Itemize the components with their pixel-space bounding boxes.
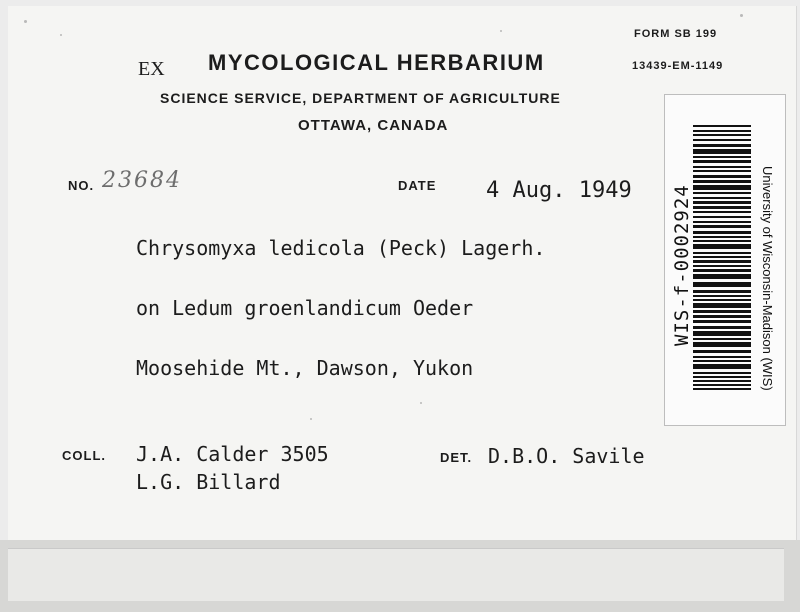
host-plant: on Ledum groenlandicum Oeder [136, 296, 474, 320]
barcode-bar [693, 160, 751, 163]
barcode-bar [693, 299, 751, 301]
paper-speck [24, 20, 27, 23]
number-label: NO. [68, 178, 95, 193]
paper-speck [500, 30, 502, 32]
barcode-bar [693, 274, 751, 279]
barcode-bar [693, 231, 751, 234]
barcode-bar [693, 149, 751, 154]
barcode-bar [693, 170, 751, 172]
paper-speck [60, 34, 62, 36]
barcode-bar [693, 216, 751, 218]
locality: Moosehide Mt., Dawson, Yukon [136, 356, 474, 380]
paper-speck [310, 418, 312, 420]
barcode-sticker [664, 94, 786, 426]
barcode-bar [693, 384, 751, 386]
barcode-bar [693, 192, 751, 194]
barcode-bar [693, 282, 751, 287]
barcode-bar [693, 331, 751, 336]
collector-2: L.G. Billard [136, 470, 281, 494]
collector-1: J.A. Calder 3505 [136, 442, 329, 466]
barcode-bar [693, 260, 751, 263]
barcode-bar [693, 360, 751, 362]
barcode-bar [693, 364, 751, 369]
barcode-icon [693, 125, 751, 395]
barcode-bar [693, 144, 751, 147]
barcode-bar [693, 326, 751, 329]
institution-name: University of Wisconsin-Madison (WIS) [760, 165, 775, 391]
barcode-bar [693, 175, 751, 178]
determiner-label: DET. [440, 450, 473, 465]
barcode-bar [693, 356, 751, 358]
barcode-bar [693, 269, 751, 272]
barcode-bar [693, 244, 751, 249]
barcode-bar [693, 185, 751, 190]
form-code: 13439-EM-1149 [632, 60, 724, 72]
barcode-bar [693, 180, 751, 183]
barcode-bar [693, 134, 751, 136]
barcode-bar [693, 338, 751, 340]
location-line: OTTAWA, CANADA [298, 117, 449, 134]
barcode-bar [693, 320, 751, 323]
barcode-bar [693, 295, 751, 297]
barcode-bar [693, 256, 751, 258]
department-line: SCIENCE SERVICE, DEPARTMENT OF AGRICULTURE [160, 90, 561, 106]
barcode-bar [693, 252, 751, 254]
paper-speck [420, 402, 422, 404]
barcode-bar [693, 225, 751, 228]
barcode-bar [693, 197, 751, 199]
barcode-bar [693, 376, 751, 378]
barcode-bar [693, 211, 751, 213]
paper-speck [740, 14, 743, 17]
barcode-bar [693, 310, 751, 313]
barcode-bar [693, 388, 751, 390]
collection-date: 4 Aug. 1949 [486, 178, 632, 203]
species-name: Chrysomyxa ledicola (Peck) Lagerh. [136, 236, 546, 260]
barcode-bar [693, 350, 751, 353]
form-number: FORM SB 199 [634, 28, 718, 40]
bottom-strip-inner [8, 548, 784, 601]
determiner: D.B.O. Savile [488, 444, 645, 468]
barcode-id: WIS-f-0002924 [671, 184, 693, 346]
barcode-bar [693, 166, 751, 168]
barcode-bar [693, 206, 751, 209]
barcode-bar [693, 380, 751, 382]
barcode-bar [693, 240, 751, 242]
barcode-bar [693, 130, 751, 132]
barcode-bar [693, 303, 751, 308]
barcode-bar [693, 372, 751, 374]
barcode-bar [693, 342, 751, 347]
barcode-bar [693, 201, 751, 204]
date-label: DATE [398, 178, 437, 193]
barcode-bar [693, 125, 751, 127]
ex-stamp: EX [138, 58, 165, 80]
barcode-bar [693, 139, 751, 141]
barcode-bar [693, 290, 751, 293]
herbarium-title: MYCOLOGICAL HERBARIUM [208, 50, 545, 75]
barcode-bar [693, 236, 751, 238]
barcode-bar [693, 265, 751, 267]
accession-number: 23684 [102, 168, 182, 193]
barcode-bar [693, 315, 751, 318]
collector-label: COLL. [62, 448, 106, 463]
barcode-bar [693, 221, 751, 223]
barcode-bar [693, 156, 751, 158]
